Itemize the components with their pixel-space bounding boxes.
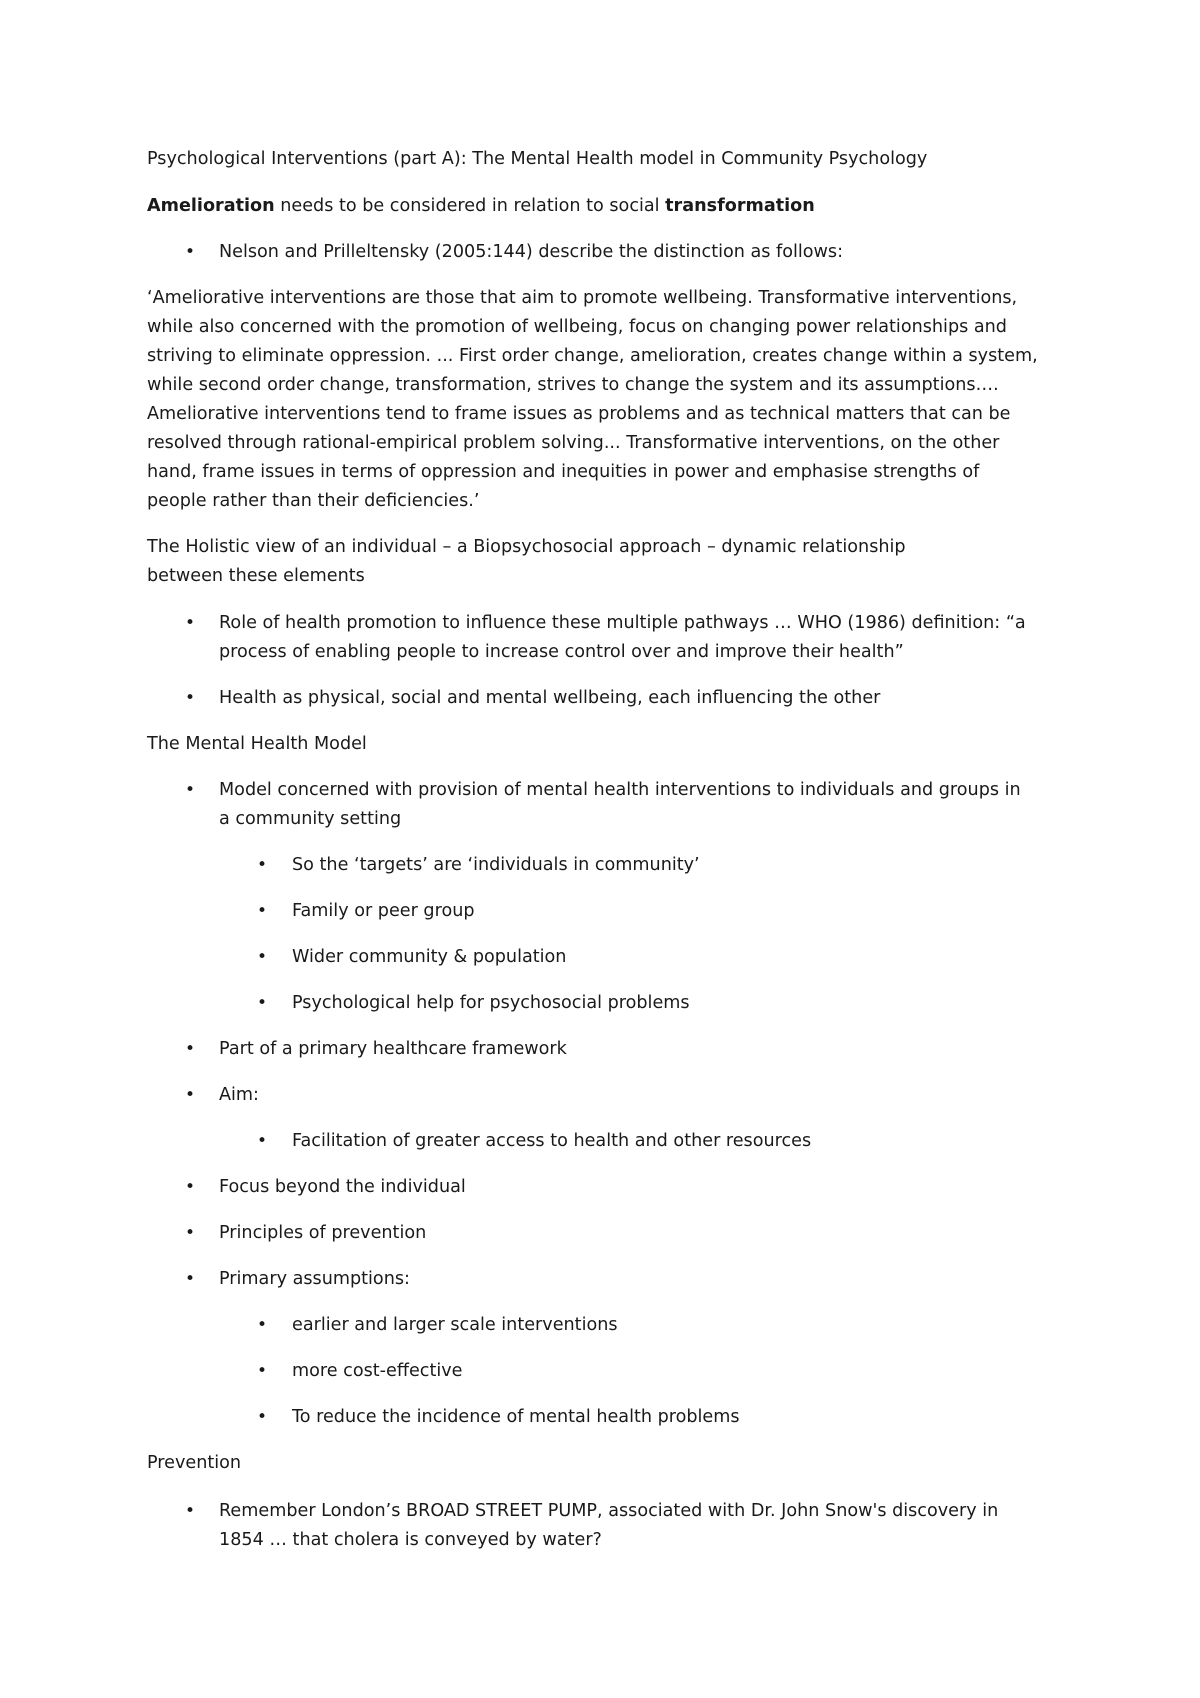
bullet-icon <box>257 851 267 881</box>
quote-line: people rather than their deficiencies.’ <box>147 491 480 511</box>
amelioration-middle-text: needs to be considered in relation to social <box>274 196 666 216</box>
aim-bullet-text: Aim: <box>219 1085 259 1105</box>
quote-line: striving to eliminate oppression. ... First order change, amelioration, creates change within a system, <box>147 346 1038 366</box>
target-item: Psychological help for psychosocial problems <box>292 993 690 1013</box>
bullet-icon <box>257 943 267 973</box>
bullet-icon <box>185 609 195 639</box>
prevention-bullet-text: 1854 … that cholera is conveyed by water? <box>219 1530 602 1550</box>
bullet-icon <box>185 1219 195 1249</box>
target-item: So the ‘targets’ are ‘individuals in community’ <box>292 855 700 875</box>
assumption-item: more cost-effective <box>292 1361 463 1381</box>
bullet-icon <box>185 776 195 806</box>
framework-bullet-text: Part of a primary healthcare framework <box>219 1039 567 1059</box>
bullet-icon <box>257 1311 267 1341</box>
assumption-item: To reduce the incidence of mental health problems <box>292 1407 740 1427</box>
quote-line: ‘Ameliorative interventions are those that aim to promote wellbeing. Transformative interventions, <box>147 288 1018 308</box>
mental-health-model-heading: The Mental Health Model <box>147 734 367 754</box>
assumption-item: earlier and larger scale interventions <box>292 1315 618 1335</box>
bullet-icon <box>185 684 195 714</box>
aim-sub-item: Facilitation of greater access to health and other resources <box>292 1131 812 1151</box>
quote-line: hand, frame issues in terms of oppression and inequities in power and emphasise strengths of <box>147 462 980 482</box>
quote-line: resolved through rational-empirical problem solving... Transformative interventions, on the other <box>147 433 1000 453</box>
holistic-bullet-text: Health as physical, social and mental wellbeing, each influencing the other <box>219 688 881 708</box>
bullet-icon <box>185 1035 195 1065</box>
target-item: Wider community & population <box>292 947 567 967</box>
prevention-bullet-text: Remember London’s BROAD STREET PUMP, associated with Dr. John Snow's discovery in <box>219 1501 999 1521</box>
quote-line: while second order change, transformation, strives to change the system and its assumptions…. <box>147 375 999 395</box>
model-bullet-text: a community setting <box>219 809 402 829</box>
model-bullet-text: Model concerned with provision of mental health interventions to individuals and groups in <box>219 780 1021 800</box>
bullet-icon <box>185 1081 195 1111</box>
bullet-icon <box>257 1403 267 1433</box>
prevention-heading: Prevention <box>147 1453 242 1473</box>
holistic-bullet-text: Role of health promotion to influence these multiple pathways … WHO (1986) definition: “a <box>219 613 1026 633</box>
bullet-icon <box>185 1173 195 1203</box>
bullet-icon <box>185 238 195 268</box>
bullet-icon <box>185 1265 195 1295</box>
bullet-icon <box>257 989 267 1019</box>
transformation-term: transformation <box>665 196 815 216</box>
target-item: Family or peer group <box>292 901 475 921</box>
holistic-line: The Holistic view of an individual – a Biopsychosocial approach – dynamic relationship <box>147 537 906 557</box>
quote-line: while also concerned with the promotion of wellbeing, focus on changing power relationships and <box>147 317 1007 337</box>
principles-bullet-text: Principles of prevention <box>219 1223 427 1243</box>
amelioration-heading <box>147 192 815 221</box>
quote-line: Ameliorative interventions tend to frame issues as problems and as technical matters that can be <box>147 404 1011 424</box>
focus-bullet-text: Focus beyond the individual <box>219 1177 466 1197</box>
bullet-icon <box>257 897 267 927</box>
amelioration-term: Amelioration <box>147 196 275 216</box>
bullet-icon <box>185 1497 195 1527</box>
holistic-line: between these elements <box>147 566 365 586</box>
document-title: Psychological Interventions (part A): The Mental Health model in Community Psychology <box>147 149 928 169</box>
nelson-bullet-text: Nelson and Prilleltensky (2005:144) describe the distinction as follows: <box>219 242 844 262</box>
bullet-icon <box>257 1127 267 1157</box>
bullet-icon <box>257 1357 267 1387</box>
primary-assumptions-bullet-text: Primary assumptions: <box>219 1269 410 1289</box>
holistic-bullet-text: process of enabling people to increase control over and improve their health” <box>219 642 904 662</box>
